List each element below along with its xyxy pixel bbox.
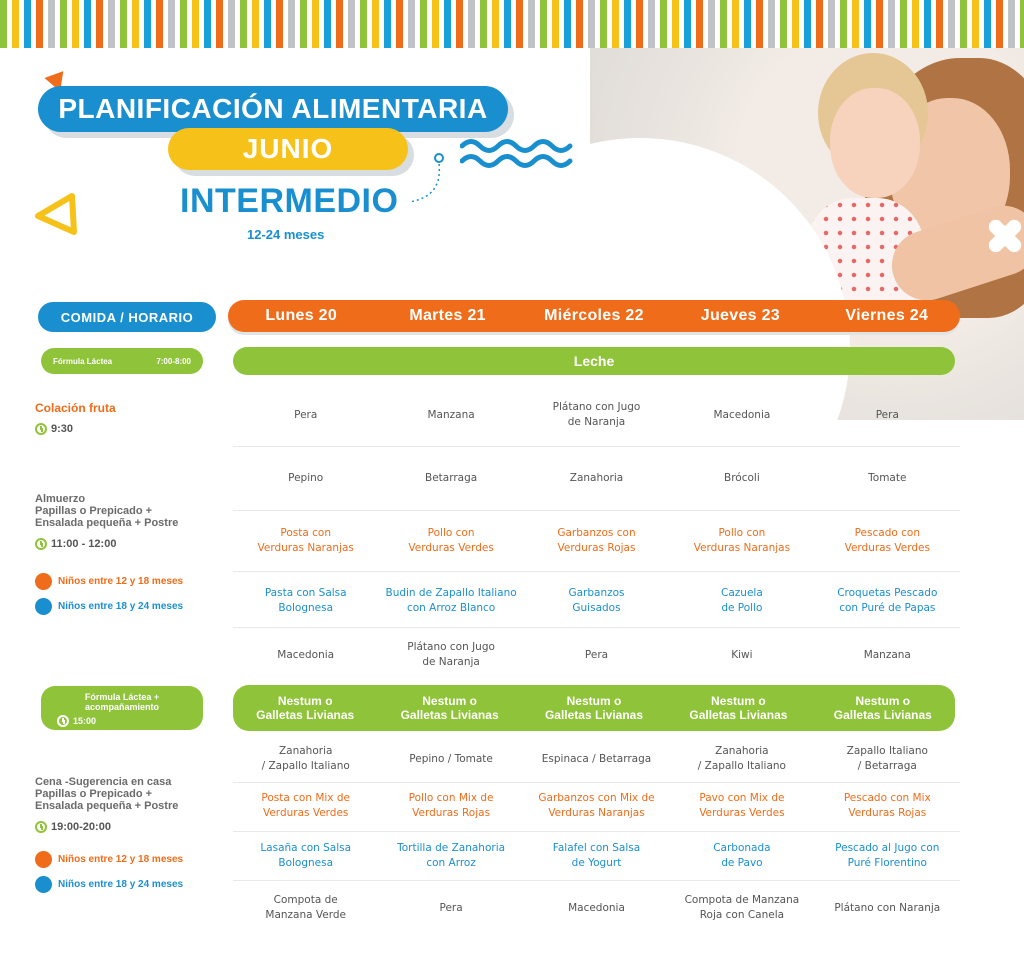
table-cell: Manzana — [427, 408, 475, 421]
day-header: Jueves 23 — [700, 307, 780, 324]
divider — [233, 880, 960, 881]
almuerzo-time: 11:00 - 12:00 — [35, 538, 116, 550]
table-cell: Pera — [584, 648, 609, 661]
blue-dot-icon — [35, 598, 52, 615]
table-cell: Nestum o Galletas Livianas — [400, 694, 499, 722]
day-header: Martes 21 — [409, 307, 486, 324]
day-header: Lunes 20 — [265, 307, 338, 324]
table-cell: Zanahoria / Zapallo Italiano — [697, 745, 786, 772]
legend-12-18: Niños entre 12 y 18 meses — [35, 851, 183, 868]
table-row — [233, 396, 960, 434]
table-cell: Garbanzos con Verduras Rojas — [557, 527, 636, 554]
formula-tag: Fórmula Láctea + acompañamiento 15:00 — [41, 686, 203, 730]
table-row — [233, 462, 960, 494]
table-cell: Plátano con Naranja — [834, 901, 941, 914]
table-cell: Macedonia — [277, 648, 335, 661]
table-cell: Brócoli — [724, 471, 760, 484]
table-row — [233, 582, 960, 620]
table-cell: Posta con Mix de Verduras Verdes — [261, 792, 350, 819]
table-cell: Plátano con Jugo de Naranja — [407, 641, 495, 668]
formula-tag — [41, 348, 203, 374]
table-cell: Pollo con Mix de Verduras Rojas — [408, 792, 494, 819]
table-cell: Zapallo Italiano / Betarraga — [846, 745, 928, 772]
clock-icon — [35, 821, 47, 833]
triangle-outline-icon — [34, 190, 80, 236]
page-title: PLANIFICACIÓN ALIMENTARIA — [38, 86, 508, 132]
decorative-stripes — [0, 0, 1024, 48]
divider — [233, 571, 960, 572]
table-cell: Pepino — [288, 471, 324, 484]
almuerzo-title: Almuerzo Papillas o Prepicado + Ensalada pequeña + Postre — [35, 493, 179, 529]
table-cell: Tomate — [868, 471, 907, 484]
nestum-bar — [233, 685, 955, 731]
table-cell: Pescado con Verduras Verdes — [844, 527, 930, 554]
orange-dot-icon — [35, 573, 52, 590]
table-cell: Espinaca / Betarraga — [541, 752, 652, 765]
blue-dot-icon — [35, 876, 52, 893]
table-cell: Kiwi — [731, 648, 753, 661]
leche-bar: Leche — [233, 347, 955, 375]
divider — [233, 510, 960, 511]
divider — [233, 446, 960, 447]
day-header: Miércoles 22 — [544, 307, 644, 324]
days-header — [228, 300, 960, 332]
table-cell: Plátano con Jugo de Naranja — [552, 401, 641, 428]
table-cell: Tortilla de Zanahoria con Arroz — [397, 842, 506, 869]
level-label: INTERMEDIO — [180, 182, 399, 220]
colacion-title: Colación fruta — [35, 401, 116, 415]
table-cell: Pasta con Salsa Bolognesa — [264, 587, 347, 614]
table-cell: Garbanzos con Mix de Verduras Naranjas — [538, 792, 655, 819]
table-cell: Pera — [294, 408, 318, 421]
legend-12-18: Niños entre 12 y 18 meses — [35, 573, 183, 590]
table-cell: Zanahoria / Zapallo Italiano — [261, 745, 350, 772]
table-cell: Nestum o Galletas Livianas — [833, 694, 932, 722]
table-cell: Pepino / Tomate — [409, 752, 493, 765]
clock-icon — [57, 715, 69, 727]
day-header: Viernes 24 — [845, 307, 929, 324]
orange-dot-icon — [35, 851, 52, 868]
table-cell: Carbonada de Pavo — [713, 842, 771, 869]
table-cell: Zanahoria — [569, 471, 624, 484]
table-cell: Budin de Zapallo Italiano con Arroz Blanco — [385, 587, 517, 614]
table-cell: Cazuela de Pollo — [721, 587, 763, 614]
table-cell: Macedonia — [568, 901, 625, 914]
cena-time: 19:00-20:00 — [35, 821, 111, 833]
table-cell: Manzana — [863, 648, 911, 661]
table-row — [233, 636, 960, 674]
clock-icon — [35, 538, 47, 550]
formula-name: Fórmula Láctea — [53, 356, 113, 366]
legend-18-24: Niños entre 18 y 24 meses — [35, 598, 183, 615]
table-cell: Macedonia — [713, 408, 771, 421]
table-cell: Nestum o Galletas Livianas — [544, 694, 644, 722]
table-cell: Nestum o Galletas Livianas — [256, 694, 355, 722]
table-row — [233, 787, 960, 825]
meal-time-header: COMIDA / HORARIO — [38, 302, 216, 332]
table-cell: Compota de Manzana Roja con Canela — [684, 894, 800, 921]
month-label: JUNIO — [168, 128, 408, 170]
table-row — [233, 740, 960, 778]
wave-icon — [460, 137, 576, 173]
table-row — [233, 889, 960, 927]
age-range: 12-24 meses — [247, 227, 325, 242]
colacion-time: 9:30 — [35, 423, 73, 435]
table-cell: Lasaña con Salsa Bolognesa — [260, 842, 352, 869]
table-cell: Pollo con Verduras Naranjas — [693, 527, 791, 554]
table-cell: Pera — [875, 408, 899, 421]
dotted-line-icon — [405, 152, 455, 206]
table-cell: Garbanzos Guisados — [568, 587, 625, 614]
table-cell: Pescado al Jugo con Puré Florentino — [835, 842, 940, 869]
legend-18-24: Niños entre 18 y 24 meses — [35, 876, 183, 893]
table-cell: Falafel con Salsa de Yogurt — [552, 842, 641, 869]
table-cell: Nestum o Galletas Livianas — [689, 694, 788, 722]
divider — [233, 627, 960, 628]
table-row — [233, 837, 960, 875]
formula-time: 7:00-8:00 — [156, 356, 191, 366]
table-cell: Pera — [439, 901, 463, 914]
table-cell: Pavo con Mix de Verduras Verdes — [699, 792, 785, 819]
cena-title: Cena -Sugerencia en casa Papillas o Prepicado + Ensalada pequeña + Postre — [35, 776, 179, 812]
table-row — [233, 522, 960, 560]
table-cell: Posta con Verduras Naranjas — [257, 527, 354, 554]
table-cell: Pescado con Mix Verduras Rojas — [843, 792, 931, 819]
table-cell: Betarraga — [424, 471, 478, 484]
table-cell: Compota de Manzana Verde — [265, 894, 346, 921]
table-cell: Croquetas Pescado con Puré de Papas — [837, 587, 938, 614]
divider — [233, 831, 960, 832]
table-cell: Pollo con Verduras Verdes — [408, 527, 494, 554]
clock-icon — [35, 423, 47, 435]
divider — [233, 782, 960, 783]
